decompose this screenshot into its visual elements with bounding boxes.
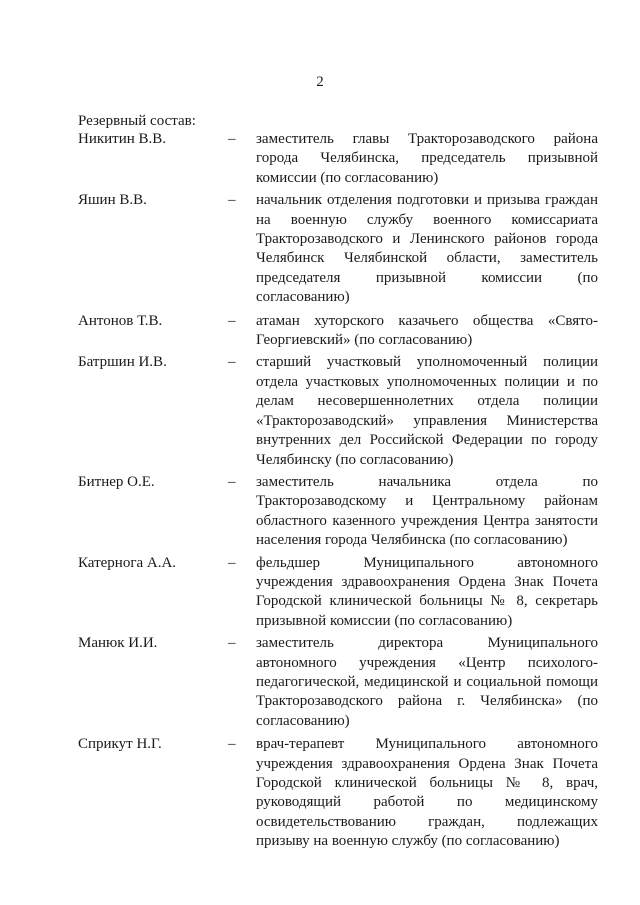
member-name: Никитин В.В. [78,131,167,147]
member-dash: – [228,312,236,329]
member-name: Антонов Т.В. [78,312,163,329]
page-number: 2 [316,74,324,90]
member-dash: – [228,192,236,209]
member-entry-katernoga [78,554,598,632]
member-name: Яшин В.В. [78,192,147,209]
member-entry-yashin [78,191,598,307]
member-entry-sprikut [78,735,598,851]
member-description: фельдшер Муниципального автономного учреждения здравоохранения Ордена Знак Почета Городской клинической больницы № 8, секретарь призывной комиссии (по согласованию) [256,554,598,629]
member-description: заместитель начальника отдела по Тракторозаводскому и Центральному районам областного казенного учреждения Центра занятости населения города Челябинска (по согласованию) [256,473,598,549]
section-title: Резервный состав: [78,113,196,129]
member-entry-antonov [78,312,598,351]
member-dash: – [228,473,236,490]
member-entry-batrshin [78,353,598,469]
member-description: старший участковый уполномоченный полиции отдела участковых уполномоченных полиции и по делам несовершеннолетних отдела полиции «Тракторозаводский» управления Министерства внутренних дел Российской Федерации по городу Челябинску (по согласованию) [256,354,598,468]
member-name: Катернога А.А. [78,554,177,571]
member-dash: – [228,554,236,571]
member-description: заместитель главы Тракторозаводского района города Челябинска, председатель призывной комиссии (по согласованию) [256,131,598,186]
member-description: начальник отделения подготовки и призыва граждан на военную службу военного комиссариата Тракторозаводского и Ленинского районов города Челябинск Челябинской области, заместитель председателя призывной комиссии (по согласованию) [256,192,598,306]
member-dash: – [228,131,236,147]
member-list [78,130,598,852]
member-description: заместитель директора Муниципального автономного учреждения «Центр психолого-педагогической, медицинской и социальной помощи Тракторозаводского района г. Челябинска» (по согласованию) [256,635,598,729]
member-dash: – [228,354,236,371]
member-entry-manyuk [78,634,598,731]
member-entry-bitner [78,473,598,551]
member-name: Батршин И.В. [78,354,167,371]
member-name: Манюк И.И. [78,635,158,652]
member-entry-nikitin [78,130,598,188]
member-description: атаман хуторского казачьего общества «Свято-Георгиевский» (по согласованию) [256,312,598,349]
member-name: Битнер О.Е. [78,473,155,490]
member-dash: – [228,736,236,753]
member-dash: – [228,635,236,652]
member-name: Сприкут Н.Г. [78,736,162,753]
member-description: врач-терапевт Муниципального автономного учреждения здравоохранения Ордена Знак Почета Городской клинической больницы № 8, врач, руководящий работой по медицинскому освидетельствованию граждан, подлежащих призыву на военную службу (по согласованию) [256,736,598,850]
